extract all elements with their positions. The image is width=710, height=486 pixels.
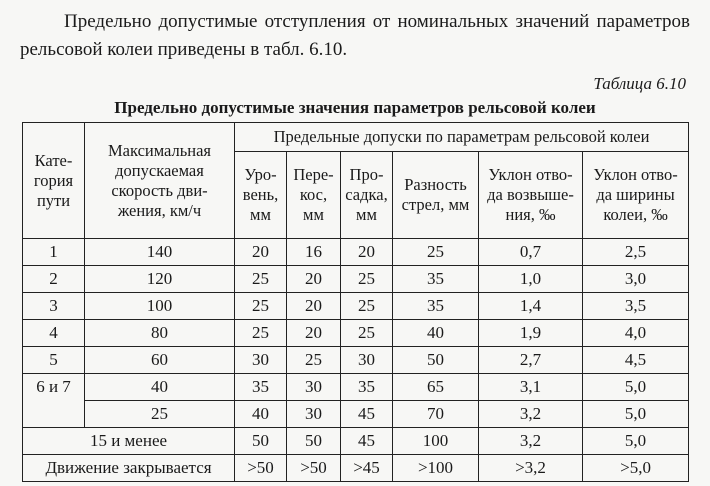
cell-speed: 60 (85, 347, 235, 374)
cell-diff: 35 (393, 293, 479, 320)
cell-category: 6 и 7 (23, 374, 85, 401)
cell-skew: 50 (287, 428, 341, 455)
cell-level: >50 (235, 455, 287, 482)
cell-speed: 100 (85, 293, 235, 320)
table-row (23, 455, 689, 482)
cell-skew: 20 (287, 293, 341, 320)
cell-rise: 1,0 (479, 266, 583, 293)
cell-level: 50 (235, 428, 287, 455)
cell-skew: 30 (287, 374, 341, 401)
cell-width: 4,5 (583, 347, 689, 374)
cell-sag: 35 (341, 374, 393, 401)
intro-paragraph: Предельно допустимые отступления от номинальных значений параметров рельсовой колеи приведены в табл. 6.10. (20, 11, 690, 60)
cell-speed: 140 (85, 239, 235, 266)
header-category: Кате- гория пути (23, 123, 85, 239)
cell-category: 3 (23, 293, 85, 320)
cell-category: 2 (23, 266, 85, 293)
cell-skew: >50 (287, 455, 341, 482)
header-rise-slope: Уклон отво- да возвыше- ния, ‰ (479, 152, 583, 239)
cell-width: 5,0 (583, 401, 689, 428)
cell-sag: 20 (341, 239, 393, 266)
cell-level: 30 (235, 347, 287, 374)
cell-sag: 25 (341, 266, 393, 293)
cell-rise: >3,2 (479, 455, 583, 482)
cell-sag: 30 (341, 347, 393, 374)
cell-level: 40 (235, 401, 287, 428)
header-group: Предельные допуски по параметрам рельсовой колеи (235, 123, 689, 152)
table-title: Предельно допустимые значения параметров рельсовой колеи (114, 98, 596, 117)
cell-speed: 15 и менее (23, 428, 235, 455)
cell-level: 25 (235, 320, 287, 347)
cell-rise: 0,7 (479, 239, 583, 266)
cell-diff: 70 (393, 401, 479, 428)
table-row (23, 428, 689, 455)
cell-category: 1 (23, 239, 85, 266)
cell-speed: 120 (85, 266, 235, 293)
cell-width: 3,0 (583, 266, 689, 293)
cell-sag: 45 (341, 428, 393, 455)
header-width-slope: Уклон отво- да ширины колеи, ‰ (583, 152, 689, 239)
cell-level: 25 (235, 266, 287, 293)
table-row (23, 293, 689, 320)
cell-diff: 50 (393, 347, 479, 374)
cell-rise: 1,4 (479, 293, 583, 320)
table-row (23, 239, 689, 266)
cell-skew: 25 (287, 347, 341, 374)
cell-skew: 20 (287, 266, 341, 293)
cell-sag: >45 (341, 455, 393, 482)
cell-rise: 3,2 (479, 401, 583, 428)
cell-sag: 25 (341, 293, 393, 320)
cell-diff: 40 (393, 320, 479, 347)
cell-diff: 100 (393, 428, 479, 455)
cell-rise: 3,2 (479, 428, 583, 455)
table-row (23, 374, 689, 401)
cell-speed: 40 (85, 374, 235, 401)
cell-width: 5,0 (583, 428, 689, 455)
cell-category: 5 (23, 347, 85, 374)
cell-diff: >100 (393, 455, 479, 482)
cell-sag: 25 (341, 320, 393, 347)
table-row (23, 401, 689, 428)
cell-skew: 16 (287, 239, 341, 266)
cell-rise: 1,9 (479, 320, 583, 347)
cell-level: 20 (235, 239, 287, 266)
cell-closed-label: Движение закрывается (23, 455, 235, 482)
cell-skew: 30 (287, 401, 341, 428)
cell-diff: 35 (393, 266, 479, 293)
table-row (23, 320, 689, 347)
header-arrow-diff: Разность стрел, мм (393, 152, 479, 239)
cell-rise: 3,1 (479, 374, 583, 401)
track-tolerance-table (22, 122, 689, 482)
cell-skew: 20 (287, 320, 341, 347)
cell-rise: 2,7 (479, 347, 583, 374)
header-sag: Про- садка, мм (341, 152, 393, 239)
cell-width: 4,0 (583, 320, 689, 347)
header-speed: Максимальная допускаемая скорость дви- жения, км/ч (85, 123, 235, 239)
cell-level: 25 (235, 293, 287, 320)
cell-width: >5,0 (583, 455, 689, 482)
cell-sag: 45 (341, 401, 393, 428)
cell-width: 3,5 (583, 293, 689, 320)
cell-level: 35 (235, 374, 287, 401)
header-skew: Пере- кос, мм (287, 152, 341, 239)
cell-diff: 65 (393, 374, 479, 401)
cell-category-empty (23, 401, 85, 428)
cell-width: 5,0 (583, 374, 689, 401)
table-row (23, 347, 689, 374)
table-row (23, 266, 689, 293)
header-level: Уро- вень, мм (235, 152, 287, 239)
table-number: Таблица 6.10 (593, 74, 686, 93)
cell-width: 2,5 (583, 239, 689, 266)
cell-category: 4 (23, 320, 85, 347)
cell-speed: 25 (85, 401, 235, 428)
cell-speed: 80 (85, 320, 235, 347)
cell-diff: 25 (393, 239, 479, 266)
